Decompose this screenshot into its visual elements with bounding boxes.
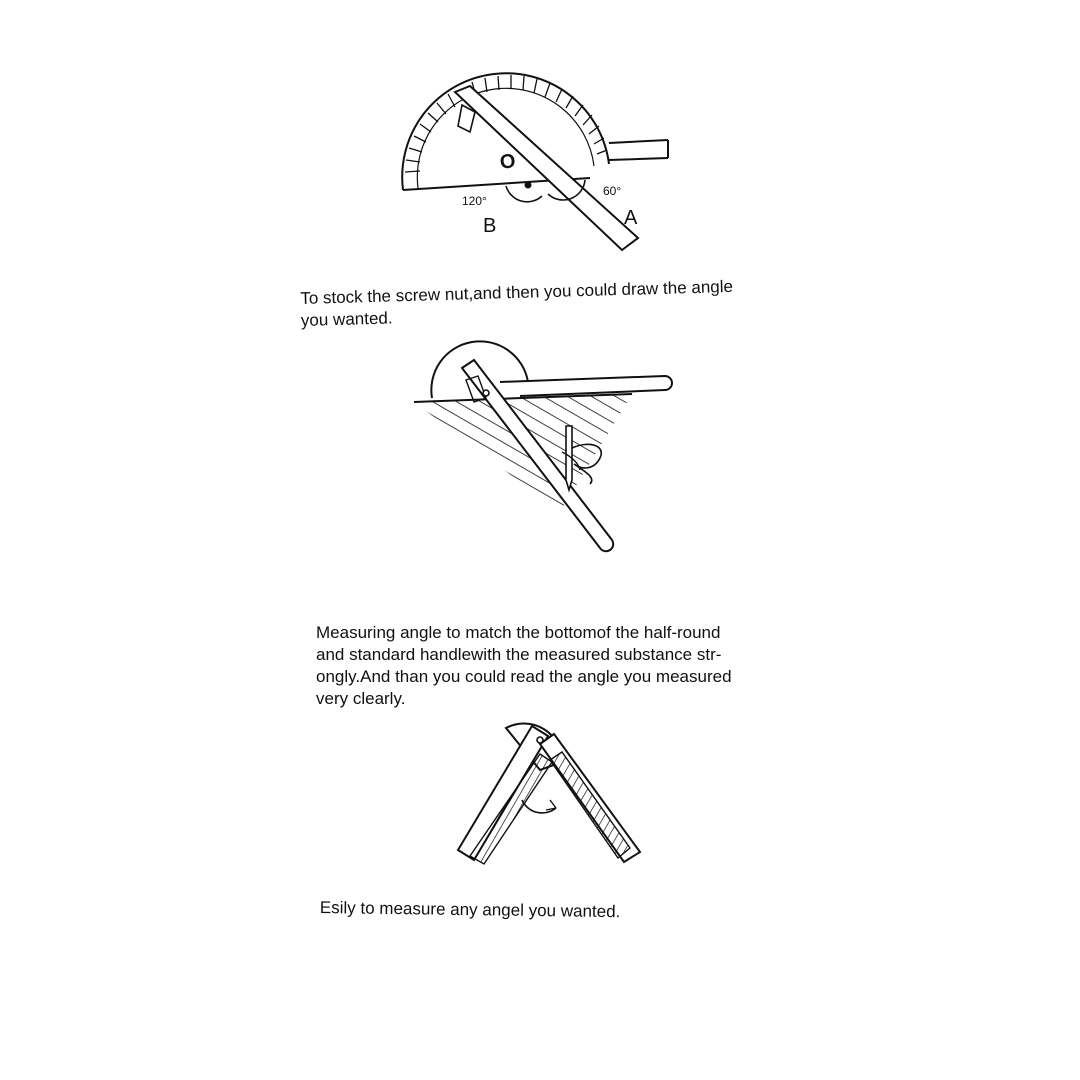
angle-arc-120 xyxy=(506,186,542,202)
caption-line: Measuring angle to match the bottomof the half-round xyxy=(316,623,721,642)
angle-label-120: 120° xyxy=(462,194,487,208)
nut-label: O xyxy=(498,150,518,175)
caption-line: and standard handlewith the measured substance str- xyxy=(316,645,722,664)
caption-step-2 xyxy=(316,622,732,710)
caption-line: ongly.And than you could read the angle you measured xyxy=(316,667,732,686)
pivot-dot xyxy=(526,183,531,188)
caption-line: To stock the screw nut,and then you could draw the angle xyxy=(300,276,734,308)
protractor-diagram-3 xyxy=(458,723,640,864)
protractor-diagram-2 xyxy=(414,341,672,551)
caption-line: you wanted. xyxy=(300,308,393,330)
point-label-b: B xyxy=(483,215,497,237)
angle-label-60: 60° xyxy=(603,184,622,198)
hatched-surface xyxy=(414,394,632,512)
caption-line: Esily to measure any angel you wanted. xyxy=(319,897,621,922)
left-arm xyxy=(458,726,548,860)
point-label-a: A xyxy=(624,207,638,229)
caption-line: very clearly. xyxy=(316,689,406,708)
caption-step-3 xyxy=(320,897,621,923)
